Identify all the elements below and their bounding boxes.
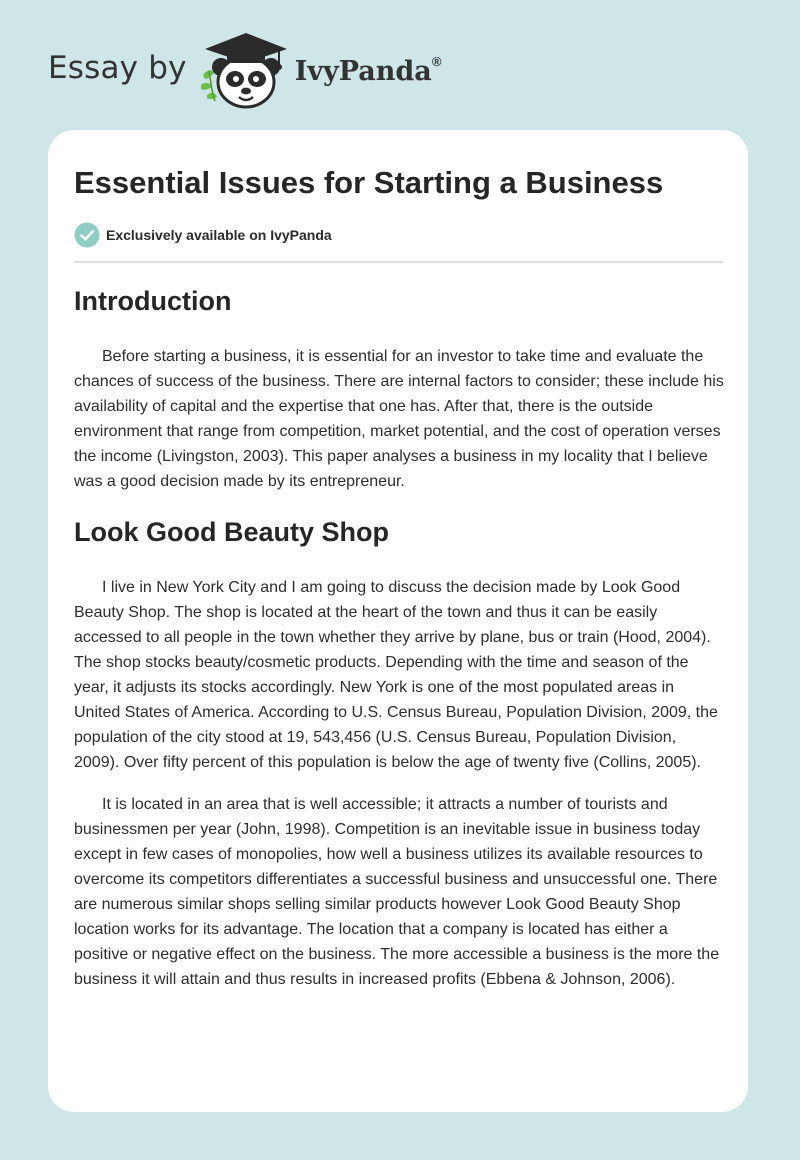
brand-prefix: Essay by — [48, 50, 187, 86]
exclusive-badge — [74, 222, 332, 248]
paragraph: Before starting a business, it is essential for an investor to take time and evaluate the chances of success of the business. There are internal factors to consider; these include his availability of capital and the expertise that one has. After that, there is the outside environment that range from competition, market potential, and the cost of operation verses the income (Livingston, 2003). This paper analyses a business in my locality that I believe was a good decision made by its entrepreneur. — [74, 348, 724, 490]
exclusive-badge-text: Exclusively available on IvyPanda — [106, 227, 332, 243]
paragraph: It is located in an area that is well accessible; it attracts a number of tourists and businessmen per year (John, 1998). Competition is an inevitable issue in business today except in few cases of monopolies, how well a business utilizes its available resources to overcome its competitors differentiates a successful business and unsuccessful one. There are numerous similar shops selling similar products however Look Good Beauty Shop location works for its advantage. The location that a company is located has either a positive or negative effect on the business. The more accessible a business is the more the business it will attain and thus results in increased profits (Ebbena & Johnson, 2006). — [74, 796, 720, 988]
brand-name[interactable]: IvyPanda® — [294, 53, 442, 87]
paragraph: I live in New York City and I am going to discuss the decision made by Look Good Beauty Shop. The shop is located at the heart of the town and thus it can be easily accessed to all people in the town whether they arrive by plane, bus or train (Hood, 2004). The shop stocks beauty/cosmetic products. Depending with the time and season of the year, it adjusts its stocks accordingly. New York is one of the most populated areas in United States of America. According to U.S. Census Bureau, Population Division, 2009, the population of the city stood at 19, 543,456 (U.S. Census Bureau, Population Division, 2009). Over fifty percent of this population is below the age of twenty five (Collins, 2005). — [74, 579, 718, 771]
section-heading-introduction: Introduction — [74, 286, 232, 316]
registered-mark: ® — [431, 53, 442, 69]
article-body — [74, 283, 724, 992]
panda-graduate-icon[interactable] — [199, 29, 293, 111]
brand-header — [48, 28, 441, 112]
section-heading-look-good-beauty-shop: Look Good Beauty Shop — [74, 517, 389, 547]
page-title: Essential Issues for Starting a Business — [74, 165, 664, 200]
title-divider — [74, 261, 723, 263]
article-card — [48, 130, 748, 1112]
check-circle-icon — [74, 222, 100, 248]
